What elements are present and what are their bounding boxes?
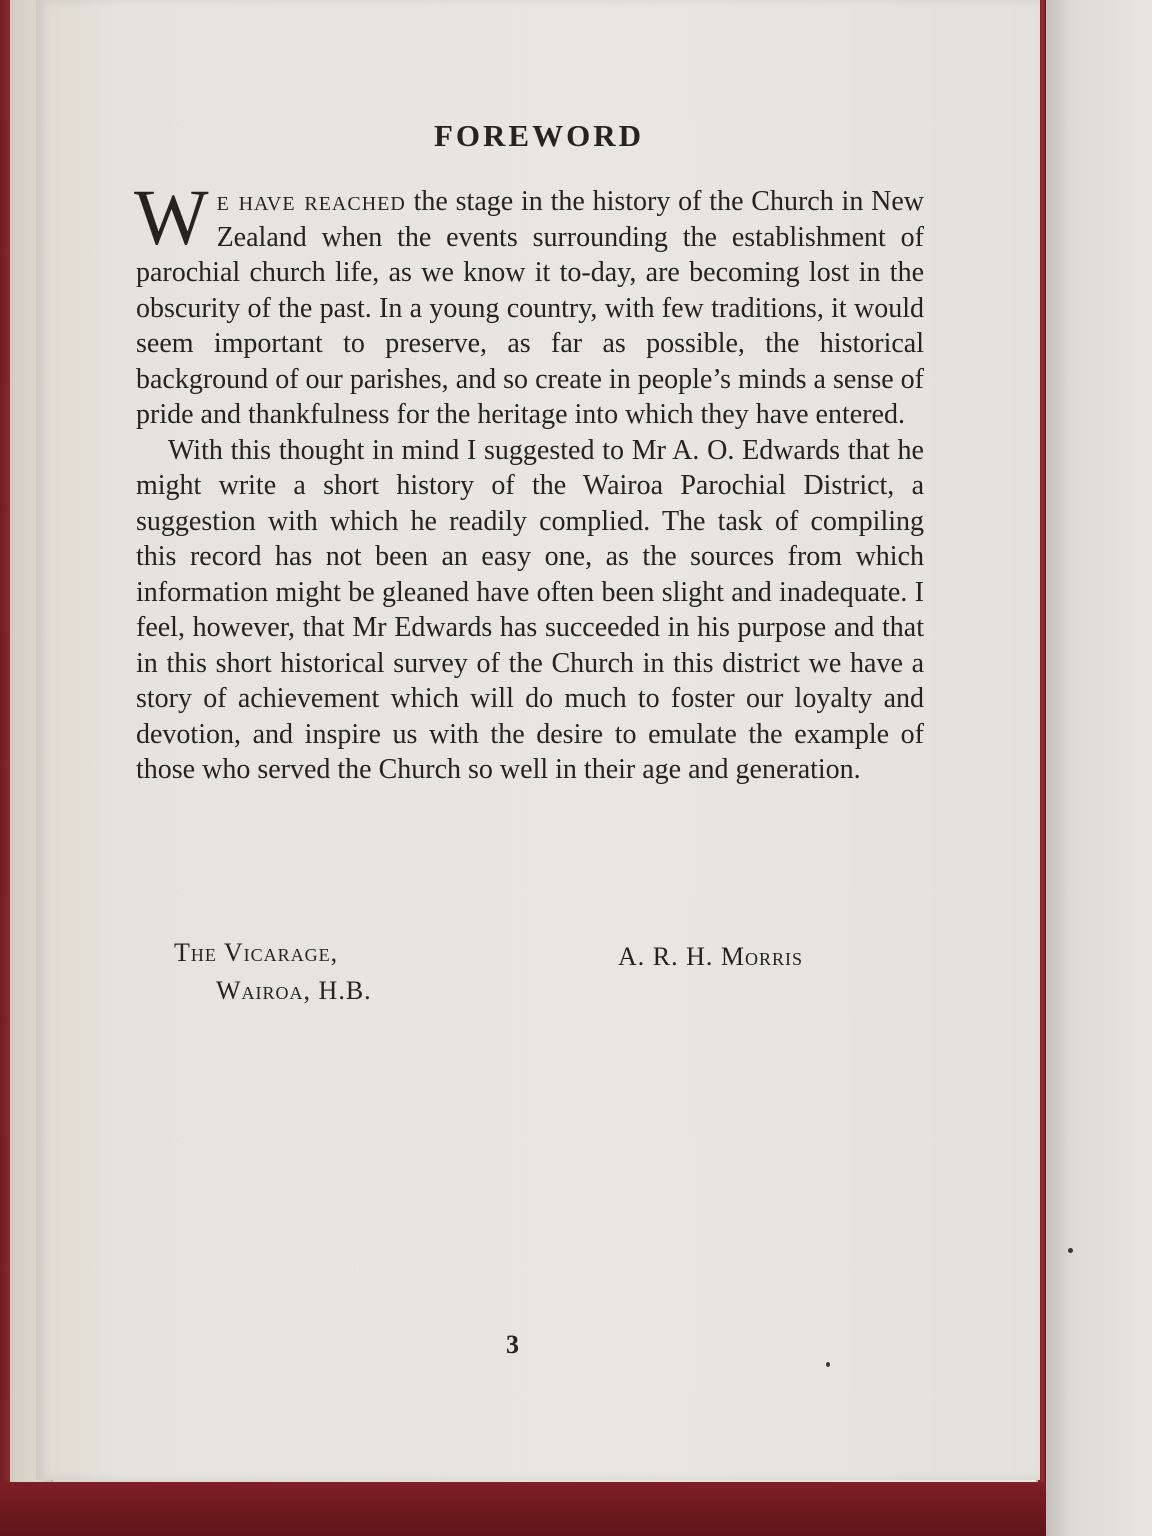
paragraph-2: With this thought in mind I suggested to Mr A. O. Edwards that he might write a short history of the Wairoa Parochial District, a suggestion with which he readily complied. The task of compiling this record has not been an easy one, as the sources from which information might be gleaned have often been slight and inadequate. I feel, however, that Mr Edwards has succeeded in his purpose and that in this short historical survey of the Church in this district we have a story of achievement which will do much to foster our loyalty and devotion, and inspire us with the desire to emulate the example of those who served the Church so well in their age and generation.: [136, 434, 924, 785]
left-cover-edge: [0, 0, 10, 1536]
book-page: [36, 0, 1040, 1480]
opening-small-caps: e have reached: [216, 186, 406, 217]
bottom-cover-edge: [0, 1482, 1046, 1536]
background-surface: [1036, 0, 1152, 1536]
address-line-2: Wairoa, H.B.: [216, 976, 372, 1005]
author-name: A. R. H. Morris: [618, 942, 804, 971]
address-line-1: The Vicarage,: [174, 938, 339, 967]
drop-cap: W: [134, 175, 209, 262]
paragraph-1-text: the stage in the history of the Church in New Zealand when the events surrounding the establishment of parochial church life, as we know it to-day, are becoming lost in the obscurity of the past. In a young country, with few traditions, it would seem important to preserve, as far as possible, the historical background of our parishes, and so create in people’s minds a sense of pride and thankfulness for the heritage into which they have entered.: [136, 186, 924, 430]
page-number: 3: [506, 1330, 519, 1359]
paper-speck: [826, 1362, 830, 1367]
paragraph-1: [134, 175, 924, 433]
surface-speck: [1068, 1248, 1073, 1253]
page-title: FOREWORD: [434, 118, 644, 153]
signoff: [174, 938, 874, 1018]
foreword-text: [136, 118, 924, 788]
